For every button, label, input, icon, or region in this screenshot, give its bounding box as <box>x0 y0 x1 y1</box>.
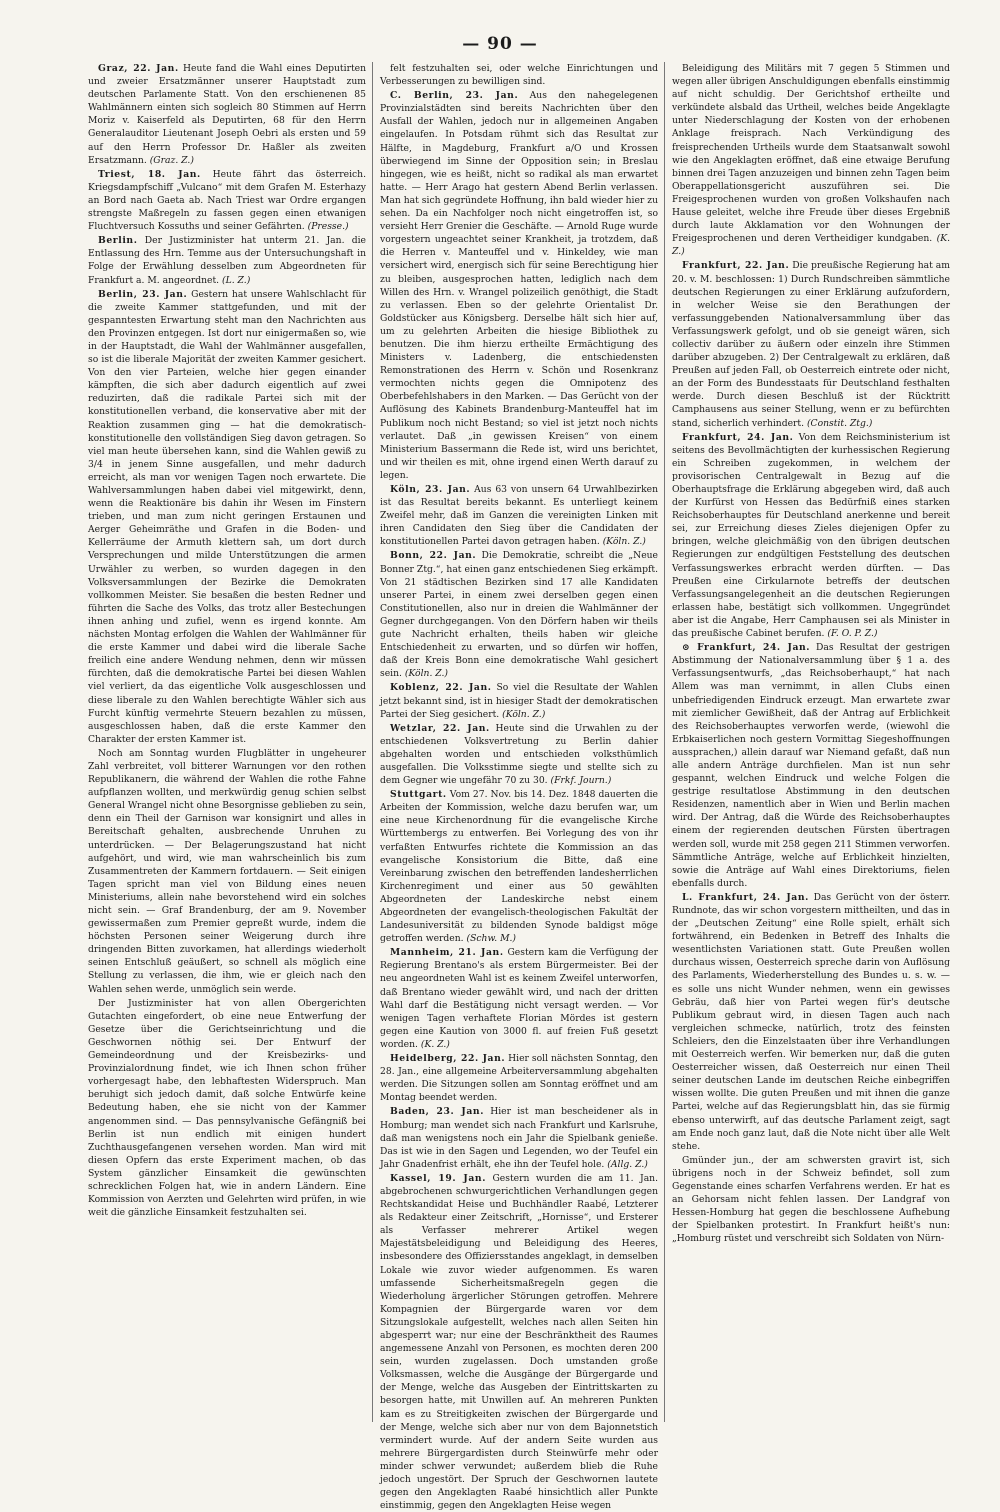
article <box>380 681 658 720</box>
article <box>380 788 658 945</box>
article-text: Der Justizminister hat unterm 21. Jan. die Entlassung des Hrn. Temme aus der Untersuchungshaft in Folge der Erwählung desselben zum Abgeordneten für Frankfurt a. M. angeordnet. <box>88 235 366 286</box>
article <box>88 62 366 167</box>
article <box>380 946 658 1051</box>
article-source: (Constit. Ztg.) <box>806 417 873 429</box>
article-text: Hier soll nächsten Sonntag, den 28. Jan., eine allgemeine Arbeiterversammlung abgehalten werden. Die Sitzungen sollen am Sonntag eröffnet und am Montag beendet werden. <box>380 1053 658 1104</box>
article-text: Gestern wurden die am 11. Jan. abgebrochenen schwurgerichtlichen Verhandlungen gegen Rechtskandidat Heise und Buchhändler Raabé, Letzterer als Redakteur einer Zeitschrift, „Hornisse“, und Ersterer als Verfasser mehrerer Artikel wegen Majestätsbeleidigung und Beleidigung des Heeres, insbesondere des Offiziersstandes angeklagt, in demselben Lokale wie zuvor wieder aufgenommen. Es waren umfassende Sicherheitsmaßregeln gegen die Wiederholung ärgerlicher Störungen getroffen. Mehrere Kompagnien der Bürgergarde waren vor dem Sitzungslokale aufgestellt, welches nach allen Seiten hin abgesperrt war; nur eine der Beschränktheit des Raumes angemessene Anzahl von Personen, es mochten deren 200 sein, wurden zugelassen. Doch umstanden große Volksmassen, welche die Ausgänge der Bürgergarde und der Menge, welche das Ausgeben der Eintrittskarten zu besorgen hatte, mit Unwillen auf. An mehreren Punkten kam es zu Streitigkeiten zwischen der Bürgergarde und der Menge, welche sich aber nur von dem Bajonnetstich vermindert wurde. Auf der andern Seite wurden aus mehrere Bürgergardisten durch Steinwürfe mehr oder minder schwer verwundet; außerdem blieb die Ruhe jedoch ungestört. Der Spruch der Geschwornen lautete gegen den Angeklagten Raabé hinsichtlich aller Punkte einstimmig, gegen den Angeklagten Heise wegen <box>380 1172 659 1512</box>
article-dateline: Koblenz, 22. Jan. <box>390 682 492 694</box>
article <box>88 747 366 996</box>
article-text: Gmünder jun., der am schwersten gravirt ist, sich übrigens noch in der Schweiz befindet, soll zum Gegenstande eines scharfen Verfahrens werden. Er hat es an Gehorsam nicht fehlen lassen. Der Landgraf von Hessen-Homburg hat gegen die beschlossene Aufhebung der Spielbanken protestirt. In Frankfurt heißt's nun: „Homburg rüstet und verschreibt sich Soldaten von Nürn- <box>672 1154 950 1245</box>
article <box>380 89 658 482</box>
article-text: Von dem Reichsministerium ist seitens des Bevollmächtigten der kurhessischen Regierung ein Schreiben zugekommen, in welchem der provisorischen Centralgewalt in Bezug auf die Oberhauptsfrage die Erklärung abgegeben wird, daß auch der Kurfürst von Hessen das Bedürfniß eines starken Reichsoberhauptes für Deutschland anerkenne und bereit sei, zur Erreichung dieses Zieles diejenigen Opfer zu bringen, welche gleichmäßig von den übrigen deutschen Regierungen zur endgültigen Feststellung des deutschen Verfassungswerkes erbracht werden dürften. — Das Preußen eine Cirkularnote betreffs der deutschen Verfassungsangelegenheit an die deutschen Regierungen erlassen habe, bestätigt sich vollkommen. Ungegründet aber ist die Angabe, Herr Camphausen sei als Minister in das preußische Cabinet berufen. <box>672 431 951 640</box>
article-text: felt festzuhalten sei, oder welche Einrichtungen und Verbesserungen zu bewilligen sind. <box>380 63 658 88</box>
article-text: So viel die Resultate der Wahlen jetzt bekannt sind, ist in hiesiger Stadt der demokratischen Partei der Sieg gesichert. <box>380 682 658 720</box>
article-dateline: Berlin. <box>98 235 138 247</box>
article-text: Vom 27. Nov. bis 14. Dez. 1848 dauerten die Arbeiten der Kommission, welche dazu berufen war, um eine neue Kirchenordnung für die evangelische Kirche Württembergs zu entwerfen. Bei Vorlegung des von ihr verfaßten Entwurfes richtete die Kommission an das evangelische Konsistorium die Bitte, daß eine Vereinbarung zwischen den betreffenden landesherrlichen Kirchenregiment und einer aus 50 gewählten Abgeordneten der Landeskirche nebst einem Abgeordneten der evangelisch-theologischen Fakultät der Landesuniversität zu bildenden Synode baldigst möge getroffen werden. <box>380 789 658 945</box>
article-source: (K. Z.) <box>420 1038 450 1050</box>
article-dateline: C. Berlin, 23. Jan. <box>390 90 519 102</box>
article-source: (Köln. Z.) <box>404 668 449 680</box>
article-source: (Frkf. Journ.) <box>550 775 612 787</box>
article-dateline: Stuttgart. <box>390 789 447 801</box>
article-dateline: ⊙ Frankfurt, 24. Jan. <box>682 642 811 654</box>
article-dateline: Frankfurt, 24. Jan. <box>682 431 794 443</box>
article-source: (Graz. Z.) <box>149 154 194 166</box>
article-dateline: Köln, 23. Jan. <box>390 484 471 495</box>
article <box>380 549 658 680</box>
article-text: Aus den nahegelegenen Provinzialstädten sind bereits Nachrichten über den Ausfall der Wahlen, jedoch nur in allgemeinen Angaben eingelaufen. In Potsdam rühmt sich das Resultat zur Hälfte, in Magdeburg, Frankfurt a/O und Krossen überwiegend im Sinne der Opposition sein; in Breslau hingegen, wie es heißt, nicht so radikal als man erwartet hatte. — Herr Arago hat gestern Abend Berlin verlassen. Man hat sich gegründete Hoffnung, ihn bald wieder hier zu sehen. Da ein Nachfolger noch nicht eingetroffen ist, so versieht Herr Grenier die Geschäfte. — Arnold Ruge wurde vorgestern ungeachtet seiner Krankheit, ja trotzdem, daß die Herren v. Manteuffel und v. Hinkeldey, wie man versichert wird, energisch sich für seine Berechtigung hier zu bleiben, ausgesprochen hatten, lediglich nach dem Willen des Hrn. v. Wrangel polizeilich genöthigt, die Stadt zu verlassen. Eben so der gelehrte Orientalist Dr. Goldstücker aus Königsberg. Derselbe hält sich hier auf, um zu gelehrten Arbeiten die hiesige Bibliothek zu benutzen. Die ihm hierzu ertheilte Ermächtigung des Ministers v. Ladenberg, die entschiedensten Remonstrationen des Herrn v. Schön und Rosenkranz vermochten nichts gegen die Omnipotenz des Oberbefehlshabers in den Marken. — Das Gerücht von der Auflösung des Kabinets Brandenburg-Manteuffel hat im Publikum noch nicht Bestand; so viel ist jetzt noch nichts verlautet. Daß „in gewissen Kreisen“ von einem Ministerium Bassermann die Rede ist, wird uns berichtet, und wir theilen es mit, ohne irgend einen Werth darauf zu legen. <box>380 90 658 481</box>
article <box>88 288 366 746</box>
article-text: Heute fährt das österreich. Kriegsdampfschiff „Vulcano“ mit dem Grafen M. Esterhazy an Bord nach Gaeta ab. Nach Triest war Ordre ergangen strengste Maßregeln zu fassen gegen einen etwanigen Fluchtversuch Kossuths und seiner Gefährten. <box>88 168 366 233</box>
article <box>88 234 366 286</box>
article-source: (F. O. P. Z.) <box>827 628 878 640</box>
article <box>672 62 950 258</box>
article-dateline: Kassel, 19. Jan. <box>390 1172 487 1184</box>
article-source: (Köln. Z.) <box>502 708 546 720</box>
article-dateline: Heidelberg, 22. Jan. <box>390 1053 506 1065</box>
article-text: Heute sind die Urwahlen zu der entschiedenen Volksvertretung zu Berlin dahier abgehalten worden und entschieden volksthümlich ausgefallen. Die Volksstimme siegte und stellte sich zu dem Gegner wie ungefähr 70 zu 30. <box>380 722 659 787</box>
article <box>672 891 950 1153</box>
article <box>380 1105 658 1170</box>
article-text: Noch am Sonntag wurden Flugblätter in ungeheurer Zahl verbreitet, voll bitterer Warnungen vor den rothen Republikanern, die während der Wahlen die rothe Fahne aufpflanzen wollten, und merkwürdig genug schien selbst General Wrangel nicht ohne Besorgnisse geblieben zu sein, denn ein Theil der Garnison war konsignirt und alles in Bereitschaft gehalten, ausbrechende Unruhen zu unterdrücken. — Der Belagerungszustand hat nicht aufgehört, und wird, wie man wahrscheinlich bis zum Zusammentreten der Kammern fortdauern. — Seit einigen Tagen spricht man viel von Bildung eines neuen Ministeriums, allein nahe bevorstehend wird ein solches nicht sein. — Graf Brandenburg, der am 9. November gewissermaßen zum Premier gepreßt wurde, indem die höchsten Personen seiner Weigerung durch ihre dringenden Bitten zuvorkamen, hat allerdings wiederholt seinen Entschluß geäußert, so schnell als möglich eine Stellung zu verlassen, die ihm, wie er gleich nach den Wahlen sehen werde, unmöglich sein werde. <box>88 747 366 995</box>
article-text: Beleidigung des Militärs mit 7 gegen 5 Stimmen und wegen aller übrigen Anschuldigungen ebenfalls einstimmig auf nicht schuldig. Der Gerichtshof ertheilte und verkündete alsbald das Urtheil, welches beide Angeklagte unter Niederschlagung der Kosten von der erhobenen Anklage freisprach. Nach Verkündigung des freisprechenden Urtheils wurde dem Staatsanwalt sowohl wie den Angeklagten eröffnet, daß eine etwaige Berufung binnen drei Tagen anzuzeigen und binnen zehn Tagen beim Oberappellationsgericht auszuführen sei. Die Freigesprochenen wurden von großen Volkshaufen nach Hause geleitet, welche ihre Freude über dieses Ergebniß durch laute Akklamation vor den Wohnungen der Freigesprochenen und deren Vertheidiger kundgaben. <box>672 63 950 245</box>
article <box>380 722 658 787</box>
article-text: Das Gerücht von der österr. Rundnote, das wir schon vorgestern mittheilten, und das in der „Deutschen Zeitung“ eine Rolle spielt, erhält sich fortwährend, ein Bedenken in Betreff des Inhalts die wesentlichsten Variationen statt. Gute Preußen wollen durchaus wissen, Oesterreich spreche darin von Auflösung des Parlaments, Wiederherstellung des Bundes u. s. w. — es solle uns nicht Wunder nehmen, wenn ein gewisses Gebräu, daß hier von Partei wegen für's deutsche Publikum gebraut wird, in diesen Tagen auch nach vergleichen schmecke, natürlich, trotz des feinsten Schleiers, den die Einzelstaaten über ihre Verhandlungen mit Oesterreich werfen. Wir bemerken nur, daß die guten Oesterreicher wissen, daß Oesterreich nur einen Theil seiner deutschen Lande im deutschen Reiche einbegriffen wissen wollte. Die guten Preußen und mit ihnen die ganze Partei, welche auf das Regierungsblatt hin, das sie fürmig ebenso unterwirft, auf das deutsche Parlament zeigt, sagt am Ende noch ganz laut, daß die Note nicht über alle Welt stehe. <box>672 891 951 1152</box>
article-text: Das Resultat der gestrigen Abstimmung der Nationalversammlung über § 1 a. des Verfassungsentwurfs, „das Reichsoberhaupt,“ hat nach Allem was man vernimmt, in allen Clubs einen unbefriedigenden Eindruck erzeugt. Man erwartete zwar mit ziemlicher Gewißheit, daß der Antrag auf Erblichkeit des Reichsoberhauptes verworfen werde, (wiewohl die Erbkaiserlichen noch gestern Vormittag Siegeshoffnungen aussprachen,) allein darauf war Niemand gefaßt, daß nun alle andern Anträge durchfielen. Man ist nun sehr gespannt, welchen Eindruck und welche Folgen die gestrige resultatlose Abstimmung in den deutschen Residenzen, namentlich aber in Wien und Berlin machen wird. Der Antrag, daß die Würde des Reichsoberhauptes einem der regierenden deutschen Fürsten übertragen werden soll, wurde mit 258 gegen 211 Stimmen verworfen. Sämmtliche Anträge, welche auf Erblichkeit hinzielten, sowie die Anträge auf Wahl eines Direktoriums, fielen ebenfalls durch. <box>672 642 951 889</box>
article-source: (Köln. Z.) <box>602 536 646 548</box>
article <box>380 1052 658 1104</box>
article-text: Die preußische Regierung hat am 20. v. M. beschlossen: 1) Durch Rundschreiben sämmtliche deutschen Regierungen zu einer Erklärung aufzufordern, in welcher Weise sie den Berathungen der verfassunggebenden Nationalversammlung über das Verfassungswerk gefolgt, und ob sie geneigt wären, sich collectiv darüber zu äußern oder einzeln ihre Stimmen darüber abzugeben. 2) Der Centralgewalt zu erklären, daß Preußen auf jeden Fall, ob Oesterreich eintrete oder nicht, an der Form des Bundesstaats für Deutschland festhalten werde. Durch diesen Beschluß ist der Rücktritt Camphausens aus seiner Stellung, wenn er zu befürchten stand, sicherlich verhindert. <box>672 260 950 429</box>
article-dateline: Baden, 23. Jan. <box>390 1106 484 1118</box>
article <box>672 259 950 429</box>
article <box>672 641 950 890</box>
article-text: Aus 63 von unsern 64 Urwahlbezirken ist das Resultat bereits bekannt. Es unterliegt keinem Zweifel mehr, daß im Ganzen die vereinigten Linken mit ihren Candidaten den Sieg über die Candidaten der konstitutionellen Partei davon getragen haben. <box>380 484 658 548</box>
article-dateline: L. Frankfurt, 24. Jan. <box>682 891 809 903</box>
column-right <box>672 62 950 1422</box>
article-text: Die Demokratie, schreibt die „Neue Bonner Ztg.“, hat einen ganz entschiedenen Sieg erkämpft. Von 21 städtischen Bezirken sind 17 alle Kandidaten unserer Partei, in einem zwei derselben gegen einen Constitutionellen, also nur in dreien die Wahlmänner der Gegner durchgegangen. Von den Dörfern haben wir theils gute Nachricht erhalten, theils haben wir gleiche Entschiedenheit zu erwarten, und so dürfen wir hoffen, daß der Kreis Bonn eine demokratische Wahl gesichert sein. <box>380 550 658 680</box>
newspaper-columns <box>88 62 951 1512</box>
article-dateline: Mannheim, 21. Jan. <box>390 947 504 959</box>
article-dateline: Triest, 18. Jan. <box>98 168 201 180</box>
article-source: (K. Z.) <box>672 233 950 258</box>
column-left <box>88 62 366 1422</box>
article <box>380 62 658 88</box>
article-text: Gestern kam die Verfügung der Regierung Brentano's als erstem Bürgermeister. Bei der neu angeordneten Wahl ist es keinem Zweifel unterworfen, daß Brentano wieder gewählt wird, und nach der dritten Wahl darf die Bestätigung nicht versagt werden. — Vor wenigen Tagen verhaftete Florian Mördes ist gestern gegen eine Kaution von 3000 fl. auf freien Fuß gesetzt worden. <box>380 947 659 1050</box>
article-dateline: Graz, 22. Jan. <box>98 63 179 74</box>
article-text: Der Justizminister hat von allen Obergerichten Gutachten eingefordert, ob eine neue Entwerfung der Gesetze über die Gerichtseinrichtung und die Geschwornen nöthig sei. Der Entwurf der Gemeindeordnung und der Kreisbezirks- und Provinzialordnung findet, wie ich Ihnen schon früher vorhergesagt habe, den lebhaftesten Widerspruch. Man beruhigt sich jedoch damit, daß solche Entwürfe keine Bedeutung haben, ehe sie nicht von der Kammer angenommen sind. — Das pennsylvanische Gefängniß bei Berlin ist nun endlich mit einigen hundert Zuchthausgefangenen versehen worden. Man wird mit diesen Opfern das erste Experiment machen, ob das System gänzlicher Einsamkeit die gewünschten schrecklichen Folgen hat, wie in andern Ländern. Eine Kommission von Aerzten und Gelehrten wird prüfen, in wie weit die gänzliche Einsamkeit festzuhalten sei. <box>88 997 366 1219</box>
article-text: Heute fand die Wahl eines Deputirten und zweier Ersatzmänner unserer Hauptstadt zum deutschen Parlamente Statt. Von den erschienenen 85 Wahlmännern einten sich sogleich 80 Stimmen auf Herrn Moriz v. Kaiserfeld als Deputirten, 68 für den Herrn Generalauditor Lieutenant Joseph Oebri als ersten und 59 auf den Herrn Professor Dr. Haßler als zweiten Ersatzmann. <box>88 63 367 166</box>
article-dateline: Frankfurt, 22. Jan. <box>682 260 790 272</box>
article <box>88 997 366 1220</box>
article <box>380 1172 658 1512</box>
article <box>672 1154 950 1246</box>
page-number: — 90 — <box>462 34 538 54</box>
article <box>380 483 658 548</box>
article-dateline: Berlin, 23. Jan. <box>98 288 188 300</box>
article-source: (Schw. M.) <box>466 933 516 945</box>
article <box>672 431 950 641</box>
article-text: Hier ist man bescheidener als in Homburg; man wendet sich nach Frankfurt und Karlsruhe, daß man wenigstens noch ein Jahr die Spielbank genieße. Das ist wie in den Sagen und Legenden, wo der Teufel ein Jahr Gnadenfrist erhält, ehe ihn der Teufel hole. <box>380 1106 659 1170</box>
article-source: (L. Z.) <box>222 274 251 286</box>
article-dateline: Bonn, 22. Jan. <box>390 550 477 562</box>
article-source: (Presse.) <box>307 221 349 233</box>
article <box>88 168 366 233</box>
article-dateline: Wetzlar, 22. Jan. <box>390 722 490 734</box>
article-text: Gestern hat unsere Wahlschlacht für die zweite Kammer stattgefunden, und mit der gespanntesten Erwartung steht man den Nachrichten aus den Provinzen entgegen. Ist dort nur einigermaßen so, wie in der Hauptstadt, die Wahl der Wahlmänner ausgefallen, so ist die liberale Majorität der zweiten Kammer gesichert. Von den vier Parteien, welche hier gegen einander kämpften, die sich aber dadurch eigentlich auf zwei reduzirten, daß die radikale Partei sich mit der konstitutionellen verband, die konservative aber mit der Reaktion zusammen ging — hat die demokratisch-konstitutionelle den vollständigen Sieg davon getragen. So viel man heute übersehen kann, sind die Wahlen gewiß zu 3/4 in jenem Sinne ausgefallen, und mehr dadurch erreicht, als man vor wenigen Tagen noch erwartete. Die Wahlversammlungen haben dabei viel mitgewirkt, denn, wenn die Reaktionäre bis dahin ihr Wesen im Finstern trieben, und man zum nicht geringen Erstaunen und Aerger Geheimräthe und Grafen in die Boden- und Kellerräume der Armuth klettern sah, um dort durch Versprechungen und milde Unterstützungen die armen Urwähler zu werben, so wurden dagegen in den Volksversammlungen der Bezirke die Demokraten vollkommen Meister. Sie besaßen die besten Redner und führten die Sache des Volks, das trotz aller Bestechungen ihnen anhing und zufiel, wenn es irgend konnte. Am nächsten Montag erfolgen die Wahlen der Wahlmänner für die erste Kammer und dabei wird die liberale Sache freilich eine andere Wendung nehmen, denn wir müssen fürchten, daß die demokratische Partei bei diesen Wahlen viel verliert, da das eigentliche Volk ausgeschlossen und diese liberale zu den Wahlen berechtigte Wähler sich aus Furcht künftig vermehrte Steuern bezahlen zu müssen, ausgeschlossen haben, daß die erste Kammer den Charakter der ersten Kammer ist. <box>88 288 366 745</box>
article-source: (Allg. Z.) <box>607 1158 648 1170</box>
column-middle <box>380 62 659 1512</box>
